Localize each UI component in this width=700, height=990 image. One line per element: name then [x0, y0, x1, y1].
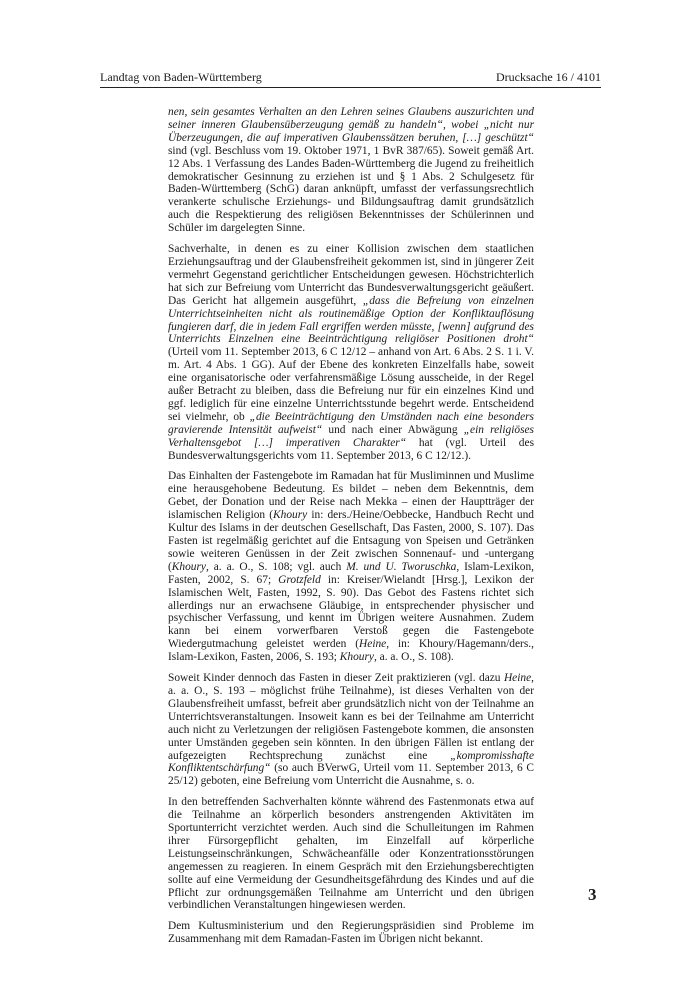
text-run: Das Einhalten der Fastengebote im Ramadan hat für Musliminnen und Muslime eine herausgehobene Bedeutung. Es bildet – neben dem Bekenntnis, dem Gebet, der Donation und der Reise nach Mekka – einen der Hauptträger der islamischen Religion ( [168, 470, 534, 522]
document-body [168, 106, 534, 954]
header-document-number: Drucksache 16 / 4101 [496, 70, 601, 84]
header-rule [100, 87, 601, 88]
text-run: (Urteil vom 11. September 2013, 6 C 12/12 – anhand von Art. 6 Abs. 2 S. 1 i. V. m. Art. 4 Abs. 1 GG). Auf der Ebene des konkreten Einzelfalls habe, soweit eine organisatorische oder verfahrensmäßige Lösung ausscheide, in der Regel außer Betracht zu bleiben, dass die Befreiung nur für ein einzelnes Kind und ggf. lediglich für eine einzelne Unterrichtsstunde begehrt werde. Entscheidend sei vielmehr, ob [168, 346, 534, 423]
italic-text-run: Khoury [273, 509, 308, 522]
body-paragraph [168, 672, 534, 788]
header-publisher: Landtag von Baden-Württemberg [100, 70, 262, 84]
body-paragraph [168, 106, 534, 235]
page-number: 3 [588, 885, 597, 904]
text-run: , a. a. O., S. 108; vgl. auch [205, 560, 347, 573]
body-paragraph [168, 796, 534, 912]
text-run: Soweit Kinder dennoch das Fasten in dieser Zeit praktizieren (vgl. dazu [168, 672, 504, 685]
italic-text-run: nen, sein gesamtes Verhalten an den Lehren seines Glaubens auszurichten und seiner inneren Glaubensüberzeugung gemäß zu handeln“, wobei „nicht nur Überzeugungen, die auf imperativen Glaubenssätzen beruhen, […] geschützt“ [168, 106, 534, 144]
italic-text-run: Grotzfeld [278, 573, 321, 586]
text-run: (so auch BVerwG, Urteil vom 11. September 2013, 6 C 25/12) geboten, eine Befreiung vom Unterricht die Ausnahme, s. o. [168, 762, 534, 788]
italic-text-run: „ein religiöses Verhaltensgebot […] imperativen Charakter“ [168, 423, 534, 449]
italic-text-run: Khoury [339, 651, 374, 664]
italic-text-run: Khoury [171, 560, 206, 573]
italic-text-run: Heine [359, 638, 387, 651]
text-run: in: ders./Heine/Oebbecke, Handbuch Recht und Kultur des Islams in der deutschen Gesellschaft, Das Fasten, 2000, S. 107). Das Fasten ist regelmäßig gerichtet auf die Entsagung von Speisen und Getränken sowie weiteren Genüssen in der Zeit zwischen Sonnenauf- und -untergang ( [168, 509, 535, 573]
italic-text-run: „dass die Befreiung von einzelnen Unterrichtseinheiten nicht als routinemäßige Option der Konfliktauflösung fungieren darf, die in jedem Fall ergriffen werden müsste, [wenn] aufgrund des Unterrichts Einzelnen eine Beeinträchtigung religiöser Positionen droht“ [168, 294, 534, 346]
text-run: Dem Kultusministerium und den Regierungspräsidien sind Probleme im Zusammenhang mit dem Ramadan-Fasten im Übrigen nicht bekannt. [168, 920, 534, 946]
text-run: und nach einer Abwägung [322, 423, 464, 436]
body-paragraph [168, 470, 534, 664]
italic-text-run: Heine [503, 672, 532, 685]
text-run: , in: Khoury/Hagemann/ders., Islam-Lexikon, Fasten, 2006, S. 193; [168, 638, 534, 664]
italic-text-run: M. und U. Tworuschka [346, 560, 457, 573]
italic-text-run: „die Beeinträchtigung den Umständen nach eine besonders gravierende Intensität aufweist“ [168, 410, 534, 436]
text-run: In den betreffenden Sachverhalten könnte während des Fastenmonats etwa auf die Teilnahme an körperlich besonders anstrengenden Aktivitäten im Sportunterricht verzichtet werden. Auch sind die Schulleitungen im Rahmen ihrer Fürsorgepflicht gehalten, im Einzelfall auf körperliche Leistungseinschränkungen, Schwächeanfälle oder Konzentrationsstörungen angemessen zu reagieren. In einem Gespräch mit den Erziehungsberechtigten sollte auf eine Vermeidung der Gesundheitsgefährdung des Kindes und auf die Pflicht zur ordnungsgemäßen Teilnahme am Unterricht und den übrigen verbindlichen Veranstaltungen hingewiesen werden. [168, 796, 534, 912]
text-run: hat (vgl. Urteil des Bundesverwaltungsgerichts vom 11. September 2013, 6 C 12/12.). [168, 436, 534, 462]
body-paragraph [168, 243, 534, 462]
body-paragraph [168, 920, 534, 946]
text-run: , a. a. O., S. 108). [373, 651, 454, 664]
text-run: Sachverhalte, in denen es zu einer Kollision zwischen dem staatlichen Erziehungsauftrag und der Glaubensfreiheit gekommen ist, sind in jüngerer Zeit vermehrt Gegenstand gerichtlicher Entscheidungen gewesen. Höchstrichterlich hat sich zur Befreiung vom Unterricht das Bundesverwaltungsgericht geäußert. Das Gericht hat allgemein ausgeführt, [168, 243, 534, 307]
text-run: , Islam-Lexikon, Fasten, 2002, S. 67; [168, 560, 534, 586]
text-run: in: Kreiser/Wielandt [Hrsg.], Lexikon der Islamischen Welt, Fasten, 1992, S. 90). Das Gebot des Fastens richtet sich allerdings nur an erwachsene Gläubige, in entsprechender physischer und psychischer Verfassung, und kennt im Übrigen weitere Ausnahmen. Zudem kann bei einem vorwerfbaren Verstoß gegen die Fastengebote Wiedergutmachung geleistet werden ( [168, 573, 534, 651]
text-run: , a. a. O., S. 193 – möglichst frühe Teilnahme), ist dieses Verhalten von der Glaubensfreiheit umfasst, befreit aber grundsätzlich nicht von der Teilnahme an Unterrichtsveranstaltungen. Insoweit kann es bei der Teilnahme am Unterricht auch nicht zu Verletzungen der religiösen Fastengebote kommen, die ansonsten unter Umständen gegeben sein könnten. In den übrigen Fällen ist entlang der aufgezeigten Rechtsprechung zunächst eine [168, 672, 534, 762]
text-run: sind (vgl. Beschluss vom 19. Oktober 1971, 1 BvR 387/65). Soweit gemäß Art. 12 Abs. 1 Verfassung des Landes Baden-Württemberg die Jugend zu freiheitlich demokratischer Gesinnung zu erziehen ist und § 1 Abs. 2 Schulgesetz für Baden-Württemberg (SchG) daran anknüpft, umfasst der verfassungsrechtlich verankerte schulische Erziehungs- und Bildungsauftrag damit grundsätzlich auch die Respektierung des religiösen Bekenntnisses der Schülerinnen und Schüler im dargelegten Sinne. [168, 144, 534, 235]
italic-text-run: „kompromisshafte Konfliktentschärfung“ [168, 749, 534, 775]
